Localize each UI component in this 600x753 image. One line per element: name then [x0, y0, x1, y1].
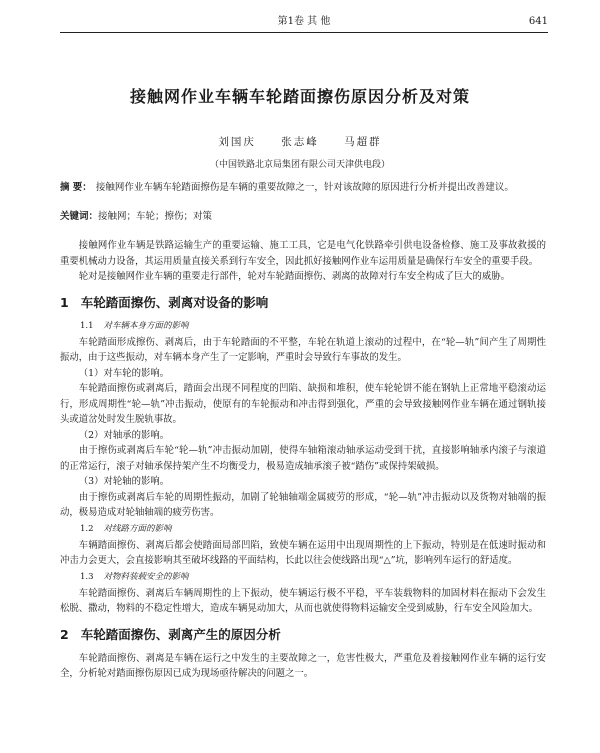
paper-title: 接触网作业车辆车轮踏面擦伤原因分析及对策 [129, 87, 470, 106]
subsection-title: 对物料装载安全的影响 [103, 571, 189, 582]
section-heading [60, 294, 546, 312]
body-paragraph: 由于擦伤或剥离后车轮“轮—轨”冲击振动加剧，使得车轴箱滚动轴承运动受到干扰，直接影响轴承内滚子与滚道的正常运行，滚子对轴承保持架产生不均衡受力，极易造成轴承滚子被“踏伤”或保持架破损。 [60, 445, 546, 472]
subsection-title: 对车辆本身方面的影响 [103, 320, 189, 331]
subsection-number: 1.3 [80, 571, 94, 582]
intro-paragraph: 接触网作业车辆是铁路运输生产的重要运输、施工工具，它是电气化铁路牵引供电设备检修、施工及事故救援的重要机械动力设备，其运用质量直接关系到行车安全，因此抓好接触网作业车运用质量是确保行车安全的重要手段。 [60, 240, 546, 267]
keywords-label: 关键词： [60, 211, 99, 222]
body-paragraph: 车轮踏面擦伤或剥离后，踏面会出现不同程度的凹陷、缺损和堆积，使车轮轮饼不能在钢轨上正常地平稳滚动运行，形成周期性“轮—轨”冲击振动，使原有的车轮振动和冲击得到强化，严重的会导致接触网作业车辆在通过钢轨接头或道岔处时发生脱轨事故。 [60, 383, 546, 425]
paper-body [60, 238, 546, 682]
author-name: 马超群 [344, 136, 382, 148]
page-number: 641 [528, 16, 548, 27]
keywords-text: 接触网；车轮；擦伤；对策 [98, 211, 213, 222]
list-item-label: （2）对轴承的影响。 [78, 429, 170, 441]
section-number: 1 [60, 294, 69, 310]
body-paragraph: 车辆踏面擦伤、剥离后都会使踏面局部凹陷，致使车辆在运用中出现周期性的上下振动，特别是在低速时振动和冲击力会更大，会直接影响其至破坏线路的平面结构，长此以往会使线路出现“△”坑，影响列车运行的舒适度。 [60, 539, 546, 566]
body-paragraph: 由于擦伤或剥离后车轮的周期性振动，加剧了轮轴轴端金属疲劳的形成，“轮—轨”冲击振动以及货物对轴端的振动，极易造成对轮轴轴端的疲劳伤害。 [60, 491, 546, 518]
abstract-text: 接触网作业车辆车轮踏面擦伤是车辆的重要故障之一，针对该故障的原因进行分析并提出改善建议。 [95, 182, 514, 193]
body-paragraph: 车轮踏面擦伤、剥离后车辆周期性的上下振动，使车辆运行极不平稳，平车装载物料的加固材料在振动下会发生松脱、撒动，物料的不稳定性增大，造成车辆晃动加大，从而也就使得物料运输安全受到威胁，行车安全风险加大。 [60, 587, 546, 614]
subsection-heading [60, 570, 546, 585]
abstract-label: 摘 要： [60, 182, 92, 193]
list-item-label: （1）对车轮的影响。 [78, 367, 170, 379]
author-name: 刘国庆 [218, 136, 256, 148]
keywords [60, 209, 544, 224]
running-header [60, 14, 548, 33]
journal-name: 第1卷 其 他 [277, 16, 331, 27]
intro-paragraph: 轮对是接触网作业车辆的重要走行部件，轮对车轮踏面擦伤、剥离的故障对行车安全构成了巨大的威胁。 [78, 271, 511, 282]
section-number: 2 [60, 626, 69, 642]
abstract [60, 180, 544, 195]
affiliation: （中国铁路北京局集团有限公司天津供电段） [209, 160, 390, 170]
subsection-heading [60, 522, 546, 537]
section-heading [60, 626, 546, 644]
list-item-label: （3）对轮轴的影响。 [78, 476, 170, 487]
author-list [0, 134, 600, 149]
section-title: 车轮踏面擦伤、剥离对设备的影响 [80, 294, 269, 310]
body-paragraph: 车轮踏面形成擦伤、剥离后，由于车轮踏面的不平整，车轮在轨道上滚动的过程中，在“轮—轨”间产生了周期性振动，由于这些振动，对车辆本身产生了一定影响，严重时会导致行车事故的发生。 [60, 336, 546, 363]
subsection-number: 1.1 [80, 320, 94, 331]
section-title: 车轮踏面擦伤、剥离产生的原因分析 [80, 626, 281, 642]
subsection-title: 对线路方面的影响 [103, 523, 172, 534]
subsection-number: 1.2 [80, 523, 94, 534]
author-name: 张志峰 [281, 136, 319, 148]
body-paragraph: 车轮踏面擦伤、剥离是车辆在运行之中发生的主要故障之一，危害性极大，严重危及着接触网作业车辆的运行安全，分析轮对踏面擦伤原因已成为现场亟待解决的问题之一。 [60, 652, 546, 679]
subsection-heading [60, 319, 546, 334]
